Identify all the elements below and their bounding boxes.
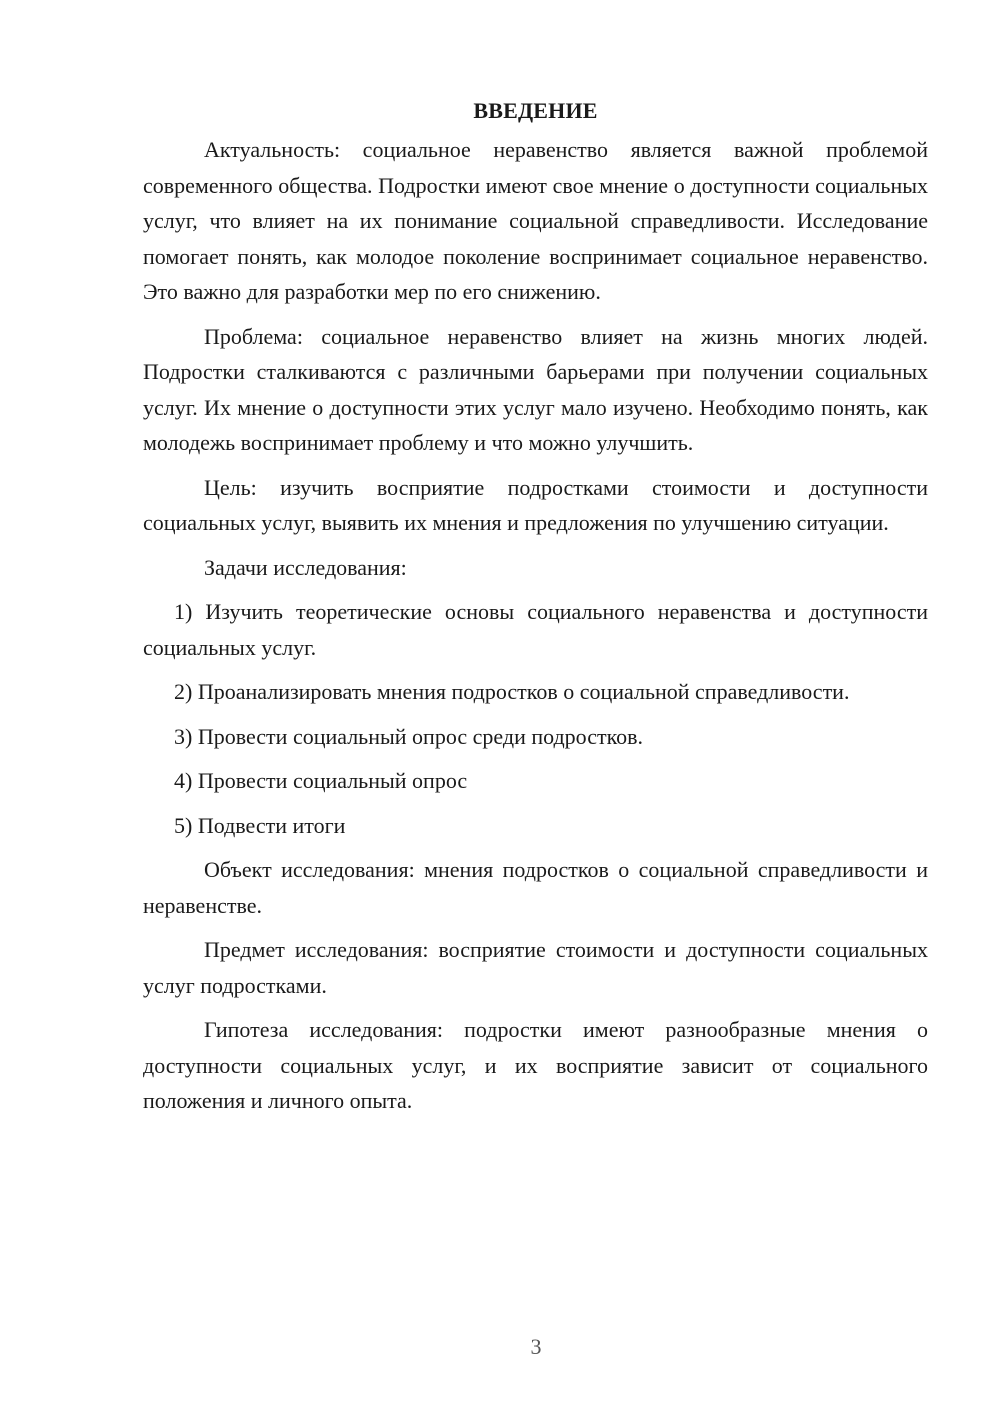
page-title: ВВЕДЕНИЕ bbox=[473, 98, 598, 123]
list-item: 3) Провести социальный опрос среди подростков. bbox=[174, 723, 644, 749]
list-item: 1) Изучить теоретические основы социального неравенства и доступности социальных услуг. bbox=[143, 599, 928, 660]
list-item: 4) Провести социальный опрос bbox=[174, 768, 468, 793]
paragraph-goal: Цель: изучить восприятие подростками стоимости и доступности социальных услуг, выявить их мнения и предложения по улучшению ситуации. bbox=[143, 474, 928, 535]
paragraph-relevance: Актуальность: социальное неравенство является важной проблемой современного общества. Подростки имеют свое мнение о доступности социальных услуг, что влияет на их понимание социальной справедливости. Исследование помогает понять, как молодое поколение воспринимает социальное неравенство. Это важно для разработки мер по его снижению. bbox=[143, 137, 928, 304]
paragraph-tasks-heading: Задачи исследования: bbox=[204, 554, 407, 580]
paragraph-hypothesis: Гипотеза исследования: подростки имеют разнообразные мнения о доступности социальных услуг, и их восприятие зависит от социального положения и личного опыта. bbox=[143, 1017, 928, 1113]
list-item: 2) Проанализировать мнения подростков о социальной справедливости. bbox=[174, 679, 850, 704]
tasks-list bbox=[143, 594, 928, 843]
page-number: 3 bbox=[530, 1334, 542, 1359]
paragraph-object: Объект исследования: мнения подростков о социальной справедливости и неравенстве. bbox=[143, 857, 928, 918]
paragraph-subject: Предмет исследования: восприятие стоимости и доступности социальных услуг подростками. bbox=[143, 937, 928, 998]
document-page bbox=[143, 94, 928, 1128]
paragraph-problem: Проблема: социальное неравенство влияет на жизнь многих людей. Подростки сталкиваются с различными барьерами при получении социальных услуг. Их мнение о доступности этих услуг мало изучено. Необходимо понять, как молодежь воспринимает проблему и что можно улучшить. bbox=[143, 323, 928, 455]
list-item: 5) Подвести итоги bbox=[174, 812, 346, 838]
